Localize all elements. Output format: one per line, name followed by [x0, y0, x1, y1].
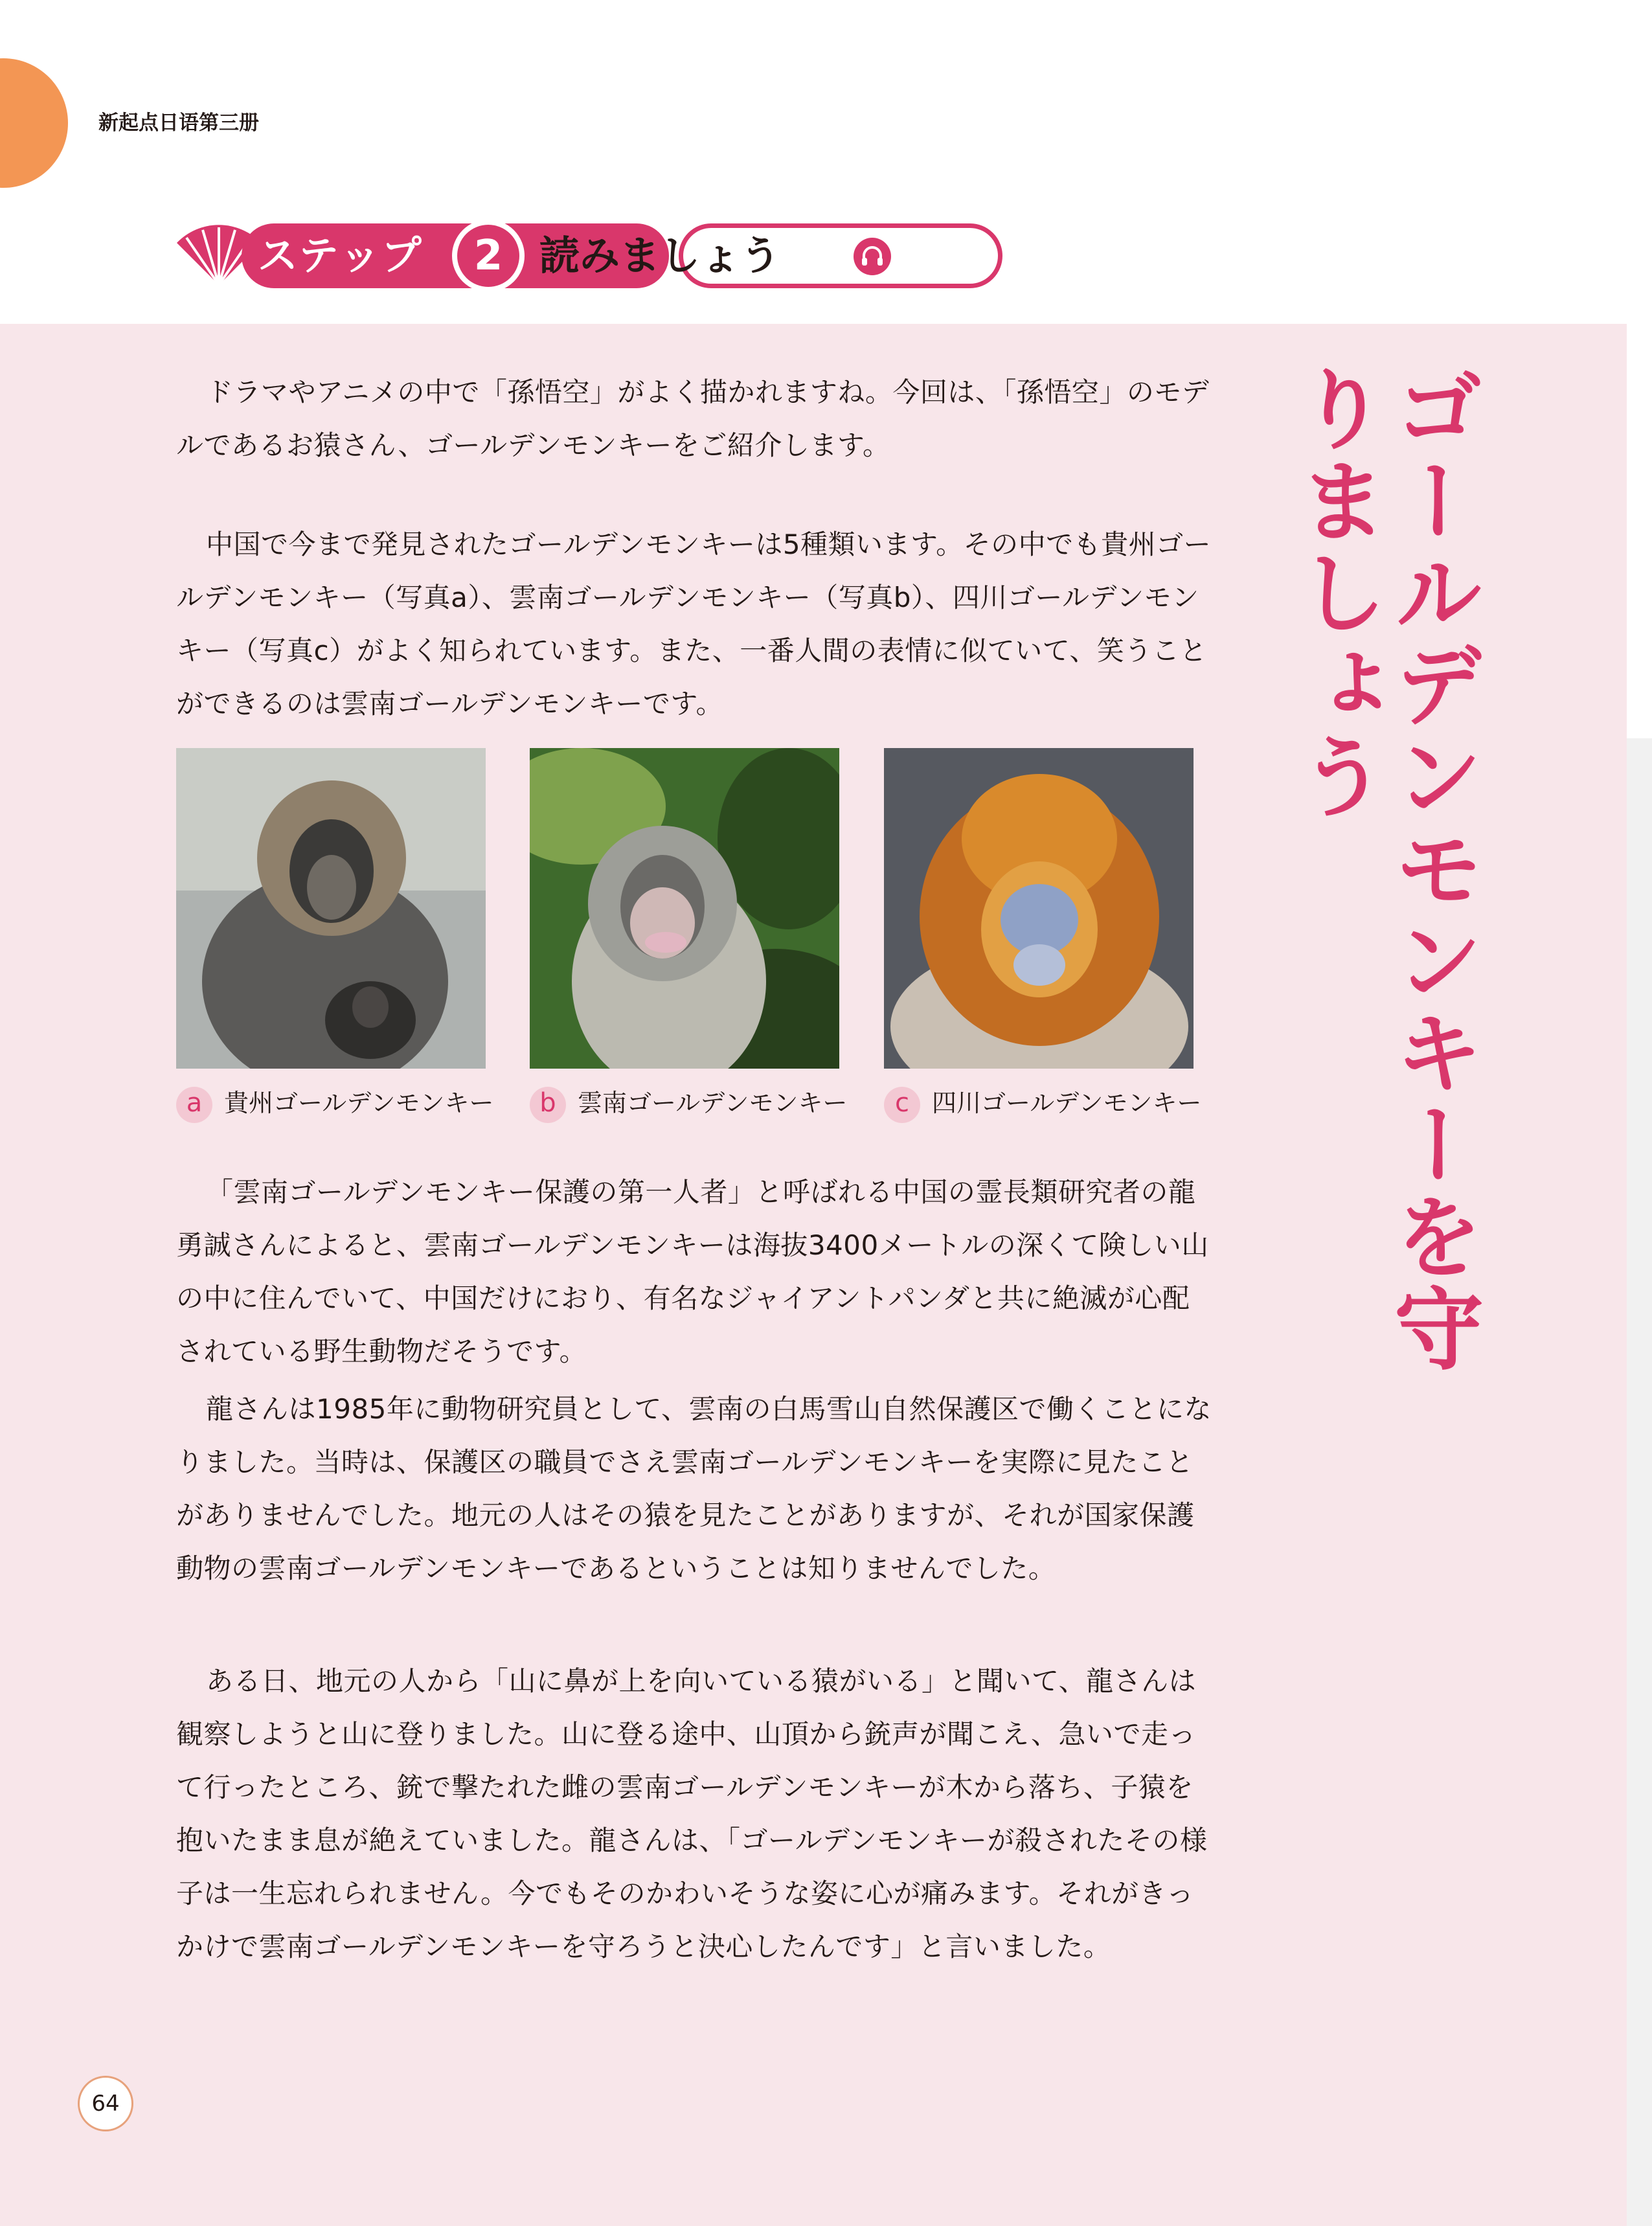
paragraph-researcher: 「雲南ゴールデンモンキー保護の第一人者」と呼ばれる中国の霊長類研究者の龍勇誠さんによると、雲南ゴールデンモンキーは海抜3400メートルの深くて険しい山の中に住んでいて、中国だけにおり、有名なジャイアントパンダと共に絶滅が心配されている野生動物だそうです。: [176, 1176, 1209, 1367]
step-number: 2: [452, 220, 525, 292]
book-title: 新起点日语第三册: [98, 111, 259, 135]
caption-letter: c: [884, 1087, 920, 1123]
photo-caption-a: a 貴州ゴールデンモンキー: [176, 1080, 493, 1126]
paragraph-history: 龍さんは1985年に動物研究員として、雲南の白馬雪山自然保護区で働くことになりました。当時は、保護区の職員でさえ雲南ゴールデンモンキーを実際に見たことがありませんでした。地元の人はその猿を見たことがありますが、それが国家保護動物の雲南ゴールデンモンキーであるということは知りませんでした。: [176, 1393, 1212, 1584]
step-label: ステップ: [258, 232, 423, 279]
photo-guizhou-monkey: [176, 748, 486, 1069]
caption-letter: b: [530, 1087, 566, 1123]
caption-letter: a: [176, 1087, 212, 1123]
step-banner: [174, 217, 918, 295]
photo-yunnan-monkey: [530, 748, 839, 1069]
section-title: 読みましょう: [539, 232, 781, 279]
vertical-title: ゴールデンモンキーを守りましょう: [1284, 363, 1485, 1374]
paragraph-species: 中国で今まで発見されたゴールデンモンキーは5種類います。その中でも貴州ゴールデンモンキー（写真a）、雲南ゴールデンモンキー（写真b）、四川ゴールデンモンキー（写真c）がよく知られています。また、一番人間の表情に似ていて、笑うことができるのは雲南ゴールデンモンキーです。: [176, 528, 1212, 720]
paragraph-intro: ドラマやアニメの中で「孫悟空」がよく描かれますね。今回は、「孫悟空」のモデルであるお猿さん、ゴールデンモンキーをご紹介します。: [176, 376, 1210, 461]
photo-sichuan-monkey: [884, 748, 1194, 1069]
corner-decoration: [0, 58, 68, 188]
page-number: 64: [78, 2076, 133, 2131]
photo-caption-c: c 四川ゴールデンモンキー: [884, 1080, 1201, 1126]
page-edge: [1627, 0, 1652, 2226]
photo-caption-b: b 雲南ゴールデンモンキー: [530, 1080, 847, 1126]
headphones-icon[interactable]: [854, 238, 891, 275]
paragraph-story: ある日、地元の人から「山に鼻が上を向いている猿がいる」と聞いて、龍さんは観察しようと山に登りました。山に登る途中、山頂から銃声が聞こえ、急いで走って行ったところ、銃で撃たれた雌の雲南ゴールデンモンキーが木から落ち、子猿を抱いたまま息が絶えていました。龍さんは、「ゴールデンモンキーが殺されたその様子は一生忘れられません。今でもそのかわいそうな姿に心が痛みます。それがきっかけで雲南ゴールデンモンキーを守ろうと決心したんです」と言いました。: [176, 1665, 1208, 1962]
